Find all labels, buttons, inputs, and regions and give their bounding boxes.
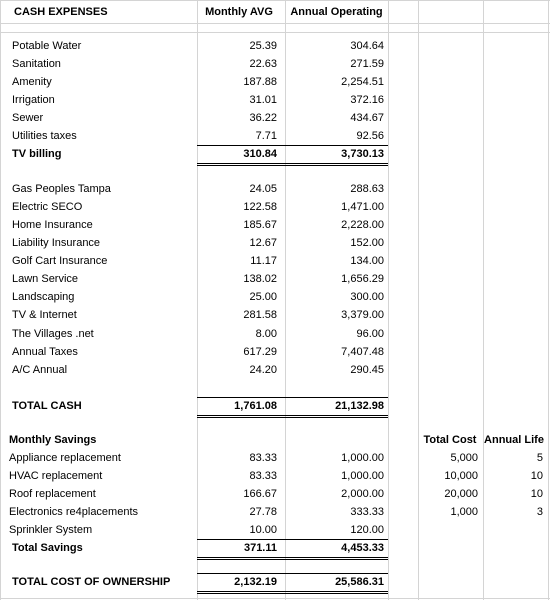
monthly-value: 185.67	[243, 219, 277, 231]
annual-value: 271.59	[350, 58, 384, 70]
row-label: Sprinkler System	[9, 524, 93, 536]
annual-value: 290.45	[350, 364, 384, 376]
monthly-value: 31.01	[249, 94, 277, 106]
row-label: Utilities taxes	[12, 130, 77, 142]
double-underline	[197, 557, 388, 558]
row-label: Electronics re4placements	[9, 506, 139, 518]
monthly-value: 36.22	[249, 112, 277, 124]
ownership-label: TOTAL COST OF OWNERSHIP	[12, 576, 171, 588]
annual-value: 434.67	[350, 112, 384, 124]
annual-value: 288.63	[350, 183, 384, 195]
double-underline	[197, 165, 388, 166]
column-header-annual: Annual Operating	[290, 6, 383, 18]
grid-line	[0, 23, 550, 24]
annual-value: 1,000.00	[341, 470, 384, 482]
annual-life-value: 10	[530, 470, 543, 482]
annual-value: 2,000.00	[341, 488, 384, 500]
annual-value: 333.33	[350, 506, 384, 518]
total-savings-label: Total Savings	[12, 542, 83, 554]
row-label: Electric SECO	[12, 201, 83, 213]
total-cash-annual: 21,132.98	[335, 400, 384, 412]
row-label: TV & Internet	[12, 309, 77, 321]
annual-value: 1,000.00	[341, 452, 384, 464]
grid-line	[548, 0, 549, 600]
annual-value: 372.16	[350, 94, 384, 106]
monthly-value: 22.63	[249, 58, 277, 70]
subtotal-annual: 3,730.13	[341, 148, 384, 160]
column-header-monthly: Monthly AVG	[205, 6, 273, 18]
monthly-value: 27.78	[249, 506, 277, 518]
monthly-value: 138.02	[243, 273, 277, 285]
annual-value: 152.00	[350, 237, 384, 249]
annual-value: 300.00	[350, 291, 384, 303]
double-underline	[197, 417, 388, 418]
sheet-title: CASH EXPENSES	[14, 6, 108, 18]
monthly-value: 12.67	[249, 237, 277, 249]
annual-value: 2,254.51	[341, 76, 384, 88]
monthly-value: 166.67	[243, 488, 277, 500]
row-label: Sewer	[12, 112, 44, 124]
annual-life-value: 5	[536, 452, 543, 464]
row-label: Sanitation	[12, 58, 61, 70]
double-underline	[197, 593, 388, 594]
row-label: Amenity	[12, 76, 52, 88]
row-label: Annual Taxes	[12, 346, 78, 358]
row-label: Liability Insurance	[12, 237, 101, 249]
annual-value: 1,471.00	[341, 201, 384, 213]
total-cash-label: TOTAL CASH	[12, 400, 82, 412]
monthly-value: 24.20	[249, 364, 277, 376]
total-cost-value: 10,000	[444, 470, 478, 482]
total-cost-value: 20,000	[444, 488, 478, 500]
double-underline	[197, 163, 388, 164]
annual-value: 3,379.00	[341, 309, 384, 321]
monthly-value: 11.17	[250, 255, 277, 267]
grid-line	[0, 0, 1, 600]
monthly-value: 8.00	[255, 328, 277, 340]
row-label: Irrigation	[12, 94, 55, 106]
row-label: Home Insurance	[12, 219, 93, 231]
grid-line	[388, 0, 389, 600]
monthly-value: 25.00	[249, 291, 277, 303]
annual-life-value: 10	[530, 488, 543, 500]
grid-line	[0, 598, 550, 599]
double-underline	[197, 415, 388, 416]
column-header-total-cost: Total Cost	[423, 434, 477, 446]
annual-value: 7,407.48	[341, 346, 384, 358]
ownership-annual: 25,586.31	[335, 576, 384, 588]
annual-value: 96.00	[356, 328, 384, 340]
row-label: Roof replacement	[9, 488, 96, 500]
double-underline	[197, 559, 388, 560]
total-cost-value: 5,000	[450, 452, 478, 464]
double-underline	[197, 591, 388, 592]
row-label: Golf Cart Insurance	[12, 255, 108, 267]
row-label: HVAC replacement	[9, 470, 103, 482]
row-label: The Villages .net	[12, 328, 94, 340]
annual-value: 120.00	[350, 524, 384, 536]
annual-value: 2,228.00	[341, 219, 384, 231]
annual-value: 304.64	[350, 40, 384, 52]
savings-title: Monthly Savings	[9, 434, 97, 446]
monthly-value: 281.58	[243, 309, 277, 321]
annual-value: 92.56	[356, 130, 384, 142]
monthly-value: 7.71	[255, 130, 277, 142]
row-label: Lawn Service	[12, 273, 79, 285]
annual-value: 1,656.29	[341, 273, 384, 285]
column-header-annual-life: Annual Life	[484, 434, 544, 446]
monthly-value: 24.05	[249, 183, 277, 195]
grid-line	[0, 32, 550, 33]
monthly-value: 25.39	[249, 40, 277, 52]
total-savings-monthly: 371.11	[243, 542, 277, 554]
monthly-value: 187.88	[243, 76, 277, 88]
annual-life-value: 3	[536, 506, 543, 518]
total-savings-annual: 4,453.33	[341, 542, 384, 554]
grid-line	[0, 0, 550, 1]
monthly-value: 83.33	[249, 470, 277, 482]
row-label: Appliance replacement	[9, 452, 121, 464]
row-label: Gas Peoples Tampa	[12, 183, 111, 195]
row-label: Landscaping	[12, 291, 75, 303]
subtotal-label: TV billing	[12, 148, 62, 160]
ownership-monthly: 2,132.19	[234, 576, 277, 588]
row-label: Potable Water	[12, 40, 82, 52]
annual-value: 134.00	[350, 255, 384, 267]
total-cost-value: 1,000	[450, 506, 478, 518]
row-label: A/C Annual	[12, 364, 68, 376]
monthly-value: 122.58	[243, 201, 277, 213]
monthly-value: 10.00	[249, 524, 277, 536]
subtotal-monthly: 310.84	[243, 148, 277, 160]
monthly-value: 617.29	[243, 346, 277, 358]
total-cash-monthly: 1,761.08	[234, 400, 277, 412]
monthly-value: 83.33	[249, 452, 277, 464]
